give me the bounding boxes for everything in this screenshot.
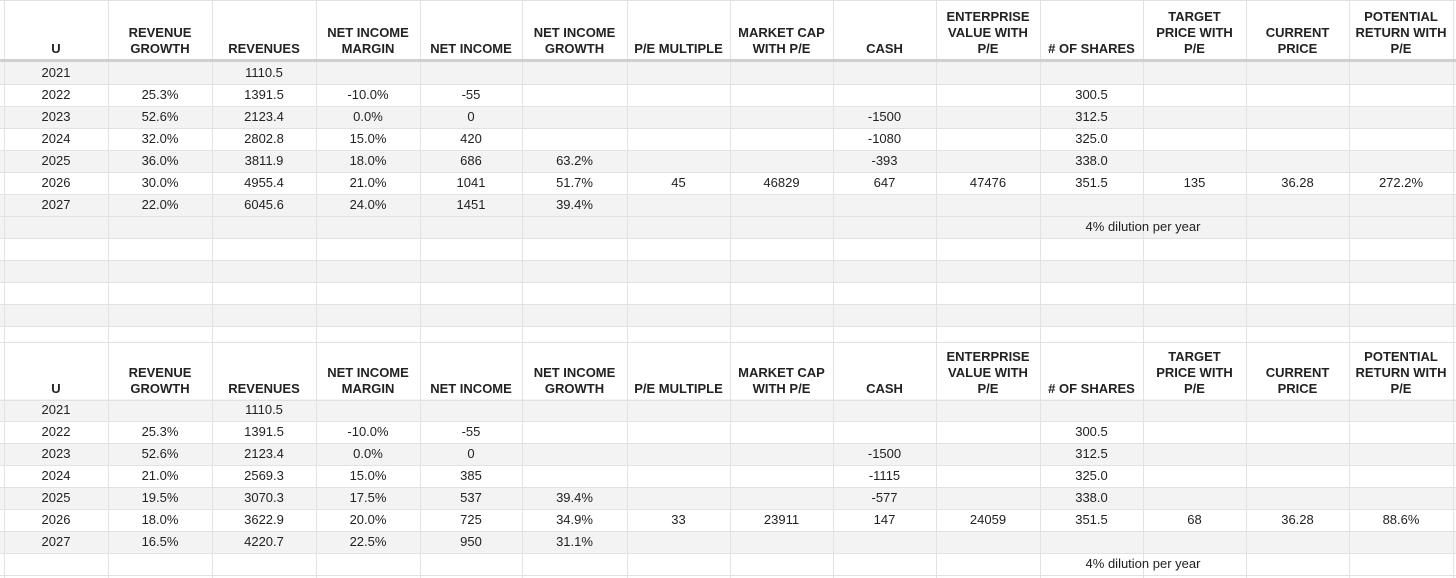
- cell-revenues[interactable]: 2123.4: [244, 446, 284, 461]
- cell-potential-return-with-pe[interactable]: [1349, 443, 1453, 465]
- cell-pe-multiple[interactable]: [627, 128, 730, 150]
- cell-revenues[interactable]: 1391.5: [244, 87, 284, 102]
- header-text: U: [51, 381, 61, 396]
- cell-target-price-with-pe[interactable]: [1143, 128, 1246, 150]
- header-text: NET INCOME: [327, 365, 409, 380]
- cell-current-price[interactable]: [1246, 531, 1349, 553]
- cell-target-price-with-pe[interactable]: [1143, 487, 1246, 509]
- cell-net-income[interactable]: 420: [460, 131, 482, 146]
- cell-year[interactable]: 2027: [41, 534, 71, 549]
- cell-pe-multiple[interactable]: [627, 531, 730, 553]
- cell-market-cap-with-pe[interactable]: [730, 106, 833, 128]
- header-text: P/E: [1184, 381, 1205, 396]
- cell-potential-return-with-pe[interactable]: [1349, 62, 1453, 84]
- header-text: P/E: [977, 381, 999, 396]
- cell-current-price[interactable]: [1246, 421, 1349, 443]
- cell-revenue-growth[interactable]: 52.6%: [141, 109, 179, 124]
- column-header-revenues[interactable]: [212, 343, 316, 400]
- cell-pe-multiple[interactable]: [627, 106, 730, 128]
- column-header-current-price[interactable]: [1246, 343, 1349, 400]
- cell-pe-multiple[interactable]: [627, 150, 730, 172]
- cell-year[interactable]: 2025: [41, 153, 71, 168]
- header-text: PRICE: [1277, 41, 1318, 56]
- header-text: P/E MULTIPLE: [634, 381, 723, 396]
- cell-net-income-margin[interactable]: -10.0%: [347, 424, 389, 439]
- cell-num-shares[interactable]: 312.5: [1075, 446, 1108, 461]
- cell-current-price[interactable]: [1246, 465, 1349, 487]
- cell-pe-multiple[interactable]: [627, 62, 730, 84]
- cell-target-price-with-pe[interactable]: [1143, 531, 1246, 553]
- header-text: WITH P/E: [752, 381, 811, 396]
- header-text: # OF SHARES: [1048, 41, 1135, 56]
- row-gridline: [0, 0, 1456, 1]
- cell-net-income-margin[interactable]: [316, 399, 420, 421]
- cell-current-price[interactable]: [1246, 84, 1349, 106]
- cell-target-price-with-pe[interactable]: [1143, 84, 1246, 106]
- cell-enterprise-value-with-pe[interactable]: 24059: [969, 512, 1007, 527]
- cell-year[interactable]: 2026: [41, 512, 71, 527]
- cell-revenues[interactable]: 4220.7: [244, 534, 284, 549]
- cell-revenue-growth[interactable]: 21.0%: [141, 468, 179, 483]
- cell-revenue-growth[interactable]: 16.5%: [141, 534, 179, 549]
- cell-enterprise-value-with-pe[interactable]: [936, 421, 1040, 443]
- cell-cash[interactable]: [833, 84, 936, 106]
- cell-current-price[interactable]: [1246, 62, 1349, 84]
- cell-num-shares[interactable]: [1040, 62, 1143, 84]
- cell-net-income-margin[interactable]: 20.0%: [349, 512, 387, 527]
- cell-net-income[interactable]: 725: [460, 512, 482, 527]
- cell-enterprise-value-with-pe[interactable]: [936, 465, 1040, 487]
- cell-num-shares[interactable]: [1040, 194, 1143, 216]
- header-text: ENTERPRISE: [946, 9, 1030, 24]
- column-header-net-income-growth[interactable]: [522, 3, 627, 60]
- cell-potential-return-with-pe[interactable]: 88.6%: [1382, 512, 1420, 527]
- cell-year[interactable]: 2022: [41, 424, 71, 439]
- cell-current-price[interactable]: [1246, 106, 1349, 128]
- cell-net-income[interactable]: 0: [467, 109, 475, 124]
- cell-net-income[interactable]: 0: [467, 446, 475, 461]
- header-text: CASH: [866, 381, 903, 396]
- column-header-net-income-margin[interactable]: [316, 343, 420, 400]
- cell-revenues[interactable]: 1391.5: [244, 424, 284, 439]
- cell-current-price[interactable]: [1246, 399, 1349, 421]
- cell-revenues[interactable]: 1110.5: [245, 65, 283, 80]
- cell-num-shares[interactable]: 312.5: [1075, 109, 1108, 124]
- cell-enterprise-value-with-pe[interactable]: [936, 399, 1040, 421]
- cell-year[interactable]: 2027: [41, 197, 71, 212]
- header-text: MARKET CAP: [738, 25, 825, 40]
- cell-cash[interactable]: -577: [871, 490, 898, 505]
- header-text: TARGET: [1168, 349, 1221, 364]
- cell-potential-return-with-pe[interactable]: [1349, 531, 1453, 553]
- header-text: WITH P/E: [752, 41, 811, 56]
- cell-revenue-growth[interactable]: 18.0%: [141, 512, 179, 527]
- cell-market-cap-with-pe[interactable]: [730, 150, 833, 172]
- row-gridline: [0, 304, 1456, 305]
- column-header-net-income-growth[interactable]: [522, 343, 627, 400]
- header-text: MARGIN: [341, 41, 395, 56]
- header-text: P/E: [1390, 41, 1412, 56]
- cell-market-cap-with-pe[interactable]: [730, 84, 833, 106]
- cell-net-income-margin[interactable]: -10.0%: [347, 87, 389, 102]
- cell-pe-multiple[interactable]: 33: [671, 512, 686, 527]
- header-text: NET INCOME: [327, 25, 409, 40]
- header-text: TARGET: [1168, 9, 1221, 24]
- header-text: GROWTH: [130, 41, 190, 56]
- dilution-note[interactable]: 4% dilution per year: [1085, 556, 1201, 571]
- header-text: NET INCOME: [430, 381, 512, 396]
- header-text: PRICE WITH: [1156, 25, 1233, 40]
- cell-net-income-margin[interactable]: 21.0%: [349, 175, 387, 190]
- cell-net-income-growth[interactable]: 39.4%: [556, 490, 593, 505]
- cell-net-income[interactable]: [420, 62, 522, 84]
- column-header-num-shares[interactable]: [1040, 3, 1143, 60]
- cell-revenues[interactable]: 2123.4: [244, 109, 284, 124]
- cell-pe-multiple[interactable]: 45: [671, 175, 686, 190]
- header-text: ENTERPRISE: [946, 349, 1030, 364]
- cell-revenue-growth[interactable]: 25.3%: [141, 424, 179, 439]
- header-text: CURRENT: [1265, 365, 1330, 380]
- row-gridline: [0, 260, 1456, 261]
- cell-net-income[interactable]: -55: [461, 424, 481, 439]
- cell-target-price-with-pe[interactable]: [1143, 194, 1246, 216]
- cell-year[interactable]: 2024: [41, 468, 71, 483]
- column-header-net-income-margin[interactable]: [316, 3, 420, 60]
- cell-enterprise-value-with-pe[interactable]: [936, 150, 1040, 172]
- column-header-revenue-growth[interactable]: [108, 3, 212, 60]
- row-gridline: [0, 575, 1456, 576]
- cell-market-cap-with-pe[interactable]: 46829: [763, 175, 800, 190]
- cell-revenues[interactable]: 2802.8: [244, 131, 284, 146]
- cell-net-income-margin[interactable]: 15.0%: [349, 468, 387, 483]
- header-text: P/E MULTIPLE: [634, 41, 723, 56]
- cell-num-shares[interactable]: 325.0: [1075, 131, 1108, 146]
- cell-net-income-margin[interactable]: 0.0%: [353, 446, 383, 461]
- cell-num-shares[interactable]: 351.5: [1075, 512, 1108, 527]
- cell-cash[interactable]: -1115: [868, 468, 901, 483]
- cell-year[interactable]: 2024: [41, 131, 71, 146]
- cell-enterprise-value-with-pe[interactable]: 47476: [969, 175, 1007, 190]
- cell-enterprise-value-with-pe[interactable]: [936, 62, 1040, 84]
- cell-pe-multiple[interactable]: [627, 421, 730, 443]
- cell-year[interactable]: 2023: [41, 109, 71, 124]
- cell-num-shares[interactable]: 338.0: [1075, 490, 1108, 505]
- cell-target-price-with-pe[interactable]: [1143, 106, 1246, 128]
- cell-current-price[interactable]: [1246, 487, 1349, 509]
- header-text: POTENTIAL: [1364, 349, 1438, 364]
- column-header-year[interactable]: [4, 3, 108, 60]
- cell-year[interactable]: 2022: [41, 87, 71, 102]
- cell-potential-return-with-pe[interactable]: [1349, 150, 1453, 172]
- header-text: U: [51, 41, 61, 56]
- header-text: MARGIN: [341, 381, 395, 396]
- cell-num-shares[interactable]: [1040, 399, 1143, 421]
- column-header-enterprise-value-with-pe[interactable]: [936, 3, 1040, 60]
- row-gridline: [0, 238, 1456, 239]
- cell-revenue-growth[interactable]: 36.0%: [141, 153, 179, 168]
- cell-pe-multiple[interactable]: [627, 487, 730, 509]
- header-text: CURRENT: [1265, 25, 1330, 40]
- cell-enterprise-value-with-pe[interactable]: [936, 128, 1040, 150]
- cell-net-income[interactable]: 1451: [456, 197, 486, 212]
- header-text: P/E: [1390, 381, 1412, 396]
- cell-pe-multiple[interactable]: [627, 465, 730, 487]
- cell-market-cap-with-pe[interactable]: [730, 443, 833, 465]
- column-header-enterprise-value-with-pe[interactable]: [936, 343, 1040, 400]
- cell-year[interactable]: 2021: [41, 65, 71, 80]
- cell-pe-multiple[interactable]: [627, 194, 730, 216]
- cell-current-price[interactable]: [1246, 443, 1349, 465]
- cell-potential-return-with-pe[interactable]: [1349, 487, 1453, 509]
- cell-potential-return-with-pe[interactable]: [1349, 84, 1453, 106]
- header-text: GROWTH: [130, 381, 190, 396]
- column-header-revenue-growth[interactable]: [108, 343, 212, 400]
- cell-net-income[interactable]: [420, 399, 522, 421]
- cell-year[interactable]: 2023: [41, 446, 71, 461]
- row-gridline: [0, 282, 1456, 283]
- cell-net-income-growth[interactable]: [522, 465, 627, 487]
- column-header-potential-return-with-pe[interactable]: [1349, 3, 1453, 60]
- cell-target-price-with-pe[interactable]: [1143, 421, 1246, 443]
- cell-cash[interactable]: -1500: [867, 109, 902, 124]
- cell-year[interactable]: 2026: [41, 175, 71, 190]
- cell-net-income-margin[interactable]: 24.0%: [349, 197, 387, 212]
- cell-net-income-growth[interactable]: [522, 84, 627, 106]
- column-header-target-price-with-pe[interactable]: [1143, 3, 1246, 60]
- column-header-num-shares[interactable]: [1040, 343, 1143, 400]
- cell-revenues[interactable]: 6045.6: [244, 197, 284, 212]
- cell-net-income[interactable]: 537: [460, 490, 482, 505]
- cell-net-income-margin[interactable]: 15.0%: [349, 131, 387, 146]
- header-text: PRICE WITH: [1156, 365, 1233, 380]
- cell-net-income-margin[interactable]: 17.5%: [349, 490, 387, 505]
- cell-num-shares[interactable]: 338.0: [1075, 153, 1108, 168]
- header-text: GROWTH: [544, 41, 605, 56]
- cell-net-income-margin[interactable]: 22.5%: [349, 534, 387, 549]
- column-header-net-income[interactable]: [420, 343, 522, 400]
- header-text: NET INCOME: [430, 41, 512, 56]
- cell-target-price-with-pe[interactable]: 135: [1183, 175, 1206, 190]
- header-text: VALUE WITH: [948, 25, 1028, 40]
- cell-net-income-margin[interactable]: [316, 62, 420, 84]
- header-text: CASH: [866, 41, 903, 56]
- cell-market-cap-with-pe[interactable]: [730, 465, 833, 487]
- cell-potential-return-with-pe[interactable]: [1349, 128, 1453, 150]
- column-header-net-income[interactable]: [420, 3, 522, 60]
- cell-net-income-growth[interactable]: 31.1%: [556, 534, 593, 549]
- cell-revenue-growth[interactable]: [108, 62, 212, 84]
- cell-cash[interactable]: 147: [873, 512, 896, 527]
- cell-target-price-with-pe[interactable]: [1143, 465, 1246, 487]
- cell-revenues[interactable]: 4955.4: [244, 175, 284, 190]
- cell-cash[interactable]: [833, 194, 936, 216]
- cell-net-income-growth[interactable]: [522, 421, 627, 443]
- cell-target-price-with-pe[interactable]: [1143, 62, 1246, 84]
- cell-revenues[interactable]: 1110.5: [245, 402, 283, 417]
- shaded-row-bg: [0, 304, 1456, 326]
- cell-current-price[interactable]: 36.28: [1281, 175, 1314, 190]
- header-text: PRICE: [1277, 381, 1318, 396]
- cell-cash[interactable]: -1080: [867, 131, 902, 146]
- column-header-market-cap-with-pe[interactable]: [730, 3, 833, 60]
- column-header-revenues[interactable]: [212, 3, 316, 60]
- column-header-year[interactable]: [4, 343, 108, 400]
- cell-revenues[interactable]: 3070.3: [244, 490, 284, 505]
- cell-market-cap-with-pe[interactable]: [730, 487, 833, 509]
- column-header-cash[interactable]: [833, 343, 936, 400]
- cell-potential-return-with-pe[interactable]: [1349, 106, 1453, 128]
- cell-target-price-with-pe[interactable]: [1143, 150, 1246, 172]
- cell-cash[interactable]: [833, 62, 936, 84]
- header-text: REVENUES: [228, 41, 300, 56]
- cell-net-income-margin[interactable]: 18.0%: [349, 153, 387, 168]
- cell-revenue-growth[interactable]: 32.0%: [141, 131, 179, 146]
- cell-net-income-growth[interactable]: [522, 62, 627, 84]
- cell-enterprise-value-with-pe[interactable]: [936, 487, 1040, 509]
- cell-net-income[interactable]: 686: [460, 153, 482, 168]
- cell-current-price[interactable]: [1246, 150, 1349, 172]
- cell-net-income-growth[interactable]: 51.7%: [556, 175, 593, 190]
- cell-cash[interactable]: [833, 531, 936, 553]
- cell-pe-multiple[interactable]: [627, 399, 730, 421]
- header-text: # OF SHARES: [1048, 381, 1135, 396]
- cell-num-shares[interactable]: [1040, 531, 1143, 553]
- header-text: MARKET CAP: [738, 365, 825, 380]
- cell-market-cap-with-pe[interactable]: [730, 128, 833, 150]
- header-text: NET INCOME: [533, 365, 616, 380]
- cell-market-cap-with-pe[interactable]: [730, 399, 833, 421]
- dilution-note[interactable]: 4% dilution per year: [1085, 219, 1201, 234]
- column-header-market-cap-with-pe[interactable]: [730, 343, 833, 400]
- cell-pe-multiple[interactable]: [627, 84, 730, 106]
- cell-year[interactable]: 2021: [41, 402, 71, 417]
- cell-current-price[interactable]: 36.28: [1281, 512, 1314, 527]
- cell-net-income-growth[interactable]: 63.2%: [556, 153, 593, 168]
- cell-target-price-with-pe[interactable]: [1143, 443, 1246, 465]
- cell-net-income-growth[interactable]: [522, 128, 627, 150]
- cell-net-income[interactable]: -55: [461, 87, 481, 102]
- column-header-target-price-with-pe[interactable]: [1143, 343, 1246, 400]
- cell-num-shares[interactable]: 300.5: [1075, 87, 1108, 102]
- cell-pe-multiple[interactable]: [627, 443, 730, 465]
- cell-current-price[interactable]: [1246, 128, 1349, 150]
- row-gridline: [0, 326, 1456, 327]
- header-text: P/E: [977, 41, 999, 56]
- shaded-row-bg: [0, 260, 1456, 282]
- cell-net-income-growth[interactable]: 34.9%: [556, 512, 593, 527]
- cell-cash[interactable]: -393: [871, 153, 898, 168]
- cell-potential-return-with-pe[interactable]: [1349, 465, 1453, 487]
- cell-revenues[interactable]: 3811.9: [244, 153, 284, 168]
- cell-target-price-with-pe[interactable]: 68: [1187, 512, 1202, 527]
- cell-revenue-growth[interactable]: 25.3%: [141, 87, 179, 102]
- cell-net-income-growth[interactable]: [522, 106, 627, 128]
- cell-net-income[interactable]: 1041: [456, 175, 486, 190]
- cell-market-cap-with-pe[interactable]: [730, 62, 833, 84]
- header-text: POTENTIAL: [1364, 9, 1438, 24]
- cell-net-income-margin[interactable]: 0.0%: [353, 109, 383, 124]
- cell-net-income[interactable]: 385: [460, 468, 482, 483]
- cell-enterprise-value-with-pe[interactable]: [936, 106, 1040, 128]
- cell-revenue-growth[interactable]: 19.5%: [141, 490, 179, 505]
- cell-cash[interactable]: -1500: [867, 446, 902, 461]
- cell-potential-return-with-pe[interactable]: [1349, 194, 1453, 216]
- cell-market-cap-with-pe[interactable]: [730, 194, 833, 216]
- header-text: NET INCOME: [533, 25, 616, 40]
- header-text: RETURN WITH: [1355, 25, 1447, 40]
- cell-net-income-growth[interactable]: [522, 443, 627, 465]
- column-header-current-price[interactable]: [1246, 3, 1349, 60]
- cell-revenue-growth[interactable]: 52.6%: [141, 446, 179, 461]
- header-text: RETURN WITH: [1355, 365, 1447, 380]
- cell-revenues[interactable]: 3622.9: [244, 512, 284, 527]
- cell-net-income-growth[interactable]: [522, 399, 627, 421]
- cell-cash[interactable]: [833, 399, 936, 421]
- cell-current-price[interactable]: [1246, 194, 1349, 216]
- cell-enterprise-value-with-pe[interactable]: [936, 194, 1040, 216]
- cell-net-income[interactable]: 950: [460, 534, 482, 549]
- cell-revenue-growth[interactable]: 30.0%: [141, 175, 179, 190]
- column-header-pe-multiple[interactable]: [627, 343, 730, 400]
- cell-year[interactable]: 2025: [41, 490, 71, 505]
- cell-potential-return-with-pe[interactable]: 272.2%: [1378, 175, 1424, 190]
- cell-market-cap-with-pe[interactable]: [730, 531, 833, 553]
- cell-revenue-growth[interactable]: [108, 399, 212, 421]
- cell-enterprise-value-with-pe[interactable]: [936, 84, 1040, 106]
- header-text: REVENUES: [228, 381, 300, 396]
- header-text: P/E: [1184, 41, 1205, 56]
- cell-potential-return-with-pe[interactable]: [1349, 399, 1453, 421]
- cell-market-cap-with-pe[interactable]: [730, 421, 833, 443]
- header-text: GROWTH: [544, 381, 605, 396]
- cell-enterprise-value-with-pe[interactable]: [936, 531, 1040, 553]
- cell-revenues[interactable]: 2569.3: [244, 468, 284, 483]
- cell-potential-return-with-pe[interactable]: [1349, 421, 1453, 443]
- column-header-pe-multiple[interactable]: [627, 3, 730, 60]
- column-header-potential-return-with-pe[interactable]: [1349, 343, 1453, 400]
- cell-market-cap-with-pe[interactable]: 23911: [763, 512, 800, 527]
- cell-num-shares[interactable]: 300.5: [1075, 424, 1108, 439]
- cell-enterprise-value-with-pe[interactable]: [936, 443, 1040, 465]
- cell-num-shares[interactable]: 325.0: [1075, 468, 1108, 483]
- cell-target-price-with-pe[interactable]: [1143, 399, 1246, 421]
- cell-cash[interactable]: 647: [873, 175, 896, 190]
- cell-cash[interactable]: [833, 421, 936, 443]
- header-text: VALUE WITH: [948, 365, 1028, 380]
- cell-revenue-growth[interactable]: 22.0%: [141, 197, 179, 212]
- header-text: REVENUE: [128, 25, 192, 40]
- column-header-cash[interactable]: [833, 3, 936, 60]
- cell-num-shares[interactable]: 351.5: [1075, 175, 1108, 190]
- header-text: REVENUE: [128, 365, 192, 380]
- cell-net-income-growth[interactable]: 39.4%: [556, 197, 593, 212]
